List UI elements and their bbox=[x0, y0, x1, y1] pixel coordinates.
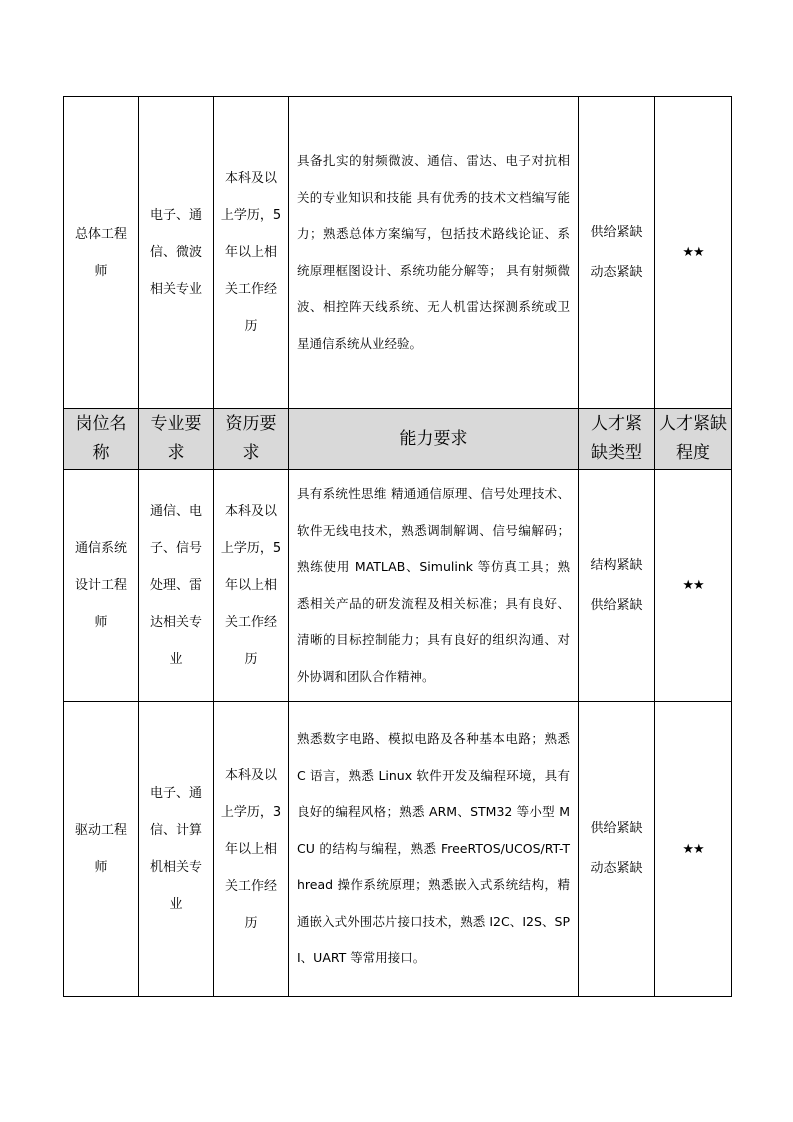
shortage-type-1: 供给紧缺 bbox=[590, 821, 643, 836]
experience-requirement: 本科及以上学历，5 年以上相关工作经历 bbox=[220, 171, 282, 334]
position-name: 通信系统设计工程师 bbox=[74, 541, 127, 630]
shortage-type-1: 结构紧缺 bbox=[590, 557, 643, 573]
shortage-level-stars: ★★ bbox=[682, 578, 704, 593]
shortage-type-1: 供给紧缺 bbox=[590, 224, 643, 240]
major-cell bbox=[139, 470, 214, 702]
position-cell bbox=[64, 97, 139, 409]
ability-cell bbox=[289, 470, 579, 702]
shortage-level-cell bbox=[655, 97, 732, 409]
header-ability: 能力要求 bbox=[289, 409, 579, 470]
table-row bbox=[64, 470, 732, 702]
major-cell bbox=[139, 702, 214, 997]
ability-requirement: 具有系统性思维 精通通信原理、信号处理技术、软件无线电技术，熟悉调制解调、信号编解码；熟练使用 MATLAB、Simulink 等仿真工具；熟悉相关产品的研发流程及相关标准；具有良好、清晰的目标控制能力；具有良好的组织沟通、对外协调和团队合作精神。 bbox=[297, 486, 570, 684]
shortage-type-2: 供给紧缺 bbox=[590, 597, 643, 613]
ability-cell bbox=[289, 702, 579, 997]
job-requirements-table bbox=[63, 96, 732, 997]
shortage-type-cell bbox=[579, 470, 655, 702]
major-requirement: 电子、通信、微波相关专业 bbox=[149, 208, 202, 297]
ability-requirement: 熟悉数字电路、模拟电路及各种基本电路；熟悉 C 语言，熟悉 Linux 软件开发及编程环境，具有良好的编程风格；熟悉 ARM、STM32 等小型 MCU 的结构与编程，熟悉 FreeRTOS/UCOS/RT-Thread 操作系统原理；熟悉嵌入式系统结构，精通嵌入式外围芯片接口技术，熟悉 I2C、I2S、SPI、UART 等常用接口。 bbox=[297, 731, 570, 966]
major-cell bbox=[139, 97, 214, 409]
shortage-level-stars: ★★ bbox=[682, 841, 704, 857]
experience-requirement: 本科及以上学历，5 年以上相关工作经历 bbox=[220, 504, 282, 667]
shortage-type-cell bbox=[579, 97, 655, 409]
shortage-level-stars: ★★ bbox=[682, 245, 704, 260]
shortage-level-cell bbox=[655, 702, 732, 997]
header-position: 岗位名称 bbox=[64, 409, 139, 470]
shortage-type-2: 动态紧缺 bbox=[590, 264, 643, 280]
position-cell bbox=[64, 702, 139, 997]
experience-cell bbox=[214, 97, 289, 409]
header-major: 专业要求 bbox=[139, 409, 214, 470]
position-name: 驱动工程师 bbox=[74, 823, 127, 875]
experience-requirement: 本科及以上学历，3 年以上相关工作经历 bbox=[220, 767, 282, 931]
header-shortage-level: 人才紧缺程度 bbox=[655, 409, 732, 470]
table-row bbox=[64, 97, 732, 409]
position-cell bbox=[64, 470, 139, 702]
table-row bbox=[64, 702, 732, 997]
ability-cell bbox=[289, 97, 579, 409]
shortage-type-cell bbox=[579, 702, 655, 997]
shortage-type-2: 动态紧缺 bbox=[590, 861, 643, 876]
position-name: 总体工程师 bbox=[74, 226, 127, 279]
experience-cell bbox=[214, 470, 289, 702]
header-experience: 资历要求 bbox=[214, 409, 289, 470]
experience-cell bbox=[214, 702, 289, 997]
shortage-level-cell bbox=[655, 470, 732, 702]
ability-requirement: 具备扎实的射频微波、通信、雷达、电子对抗相关的专业知识和技能 具有优秀的技术文档编写能力；熟悉总体方案编写，包括技术路线论证、系统原理框图设计、系统功能分解等； 具有射频微波、相控阵天线系统、无人机雷达探测系统或卫星通信系统从业经验。 bbox=[297, 153, 570, 351]
header-shortage-type: 人才紧缺类型 bbox=[579, 409, 655, 470]
major-requirement: 电子、通信、计算机相关专业 bbox=[149, 786, 202, 912]
table-header-row bbox=[64, 409, 732, 470]
major-requirement: 通信、电子、信号处理、雷达相关专业 bbox=[149, 504, 202, 667]
